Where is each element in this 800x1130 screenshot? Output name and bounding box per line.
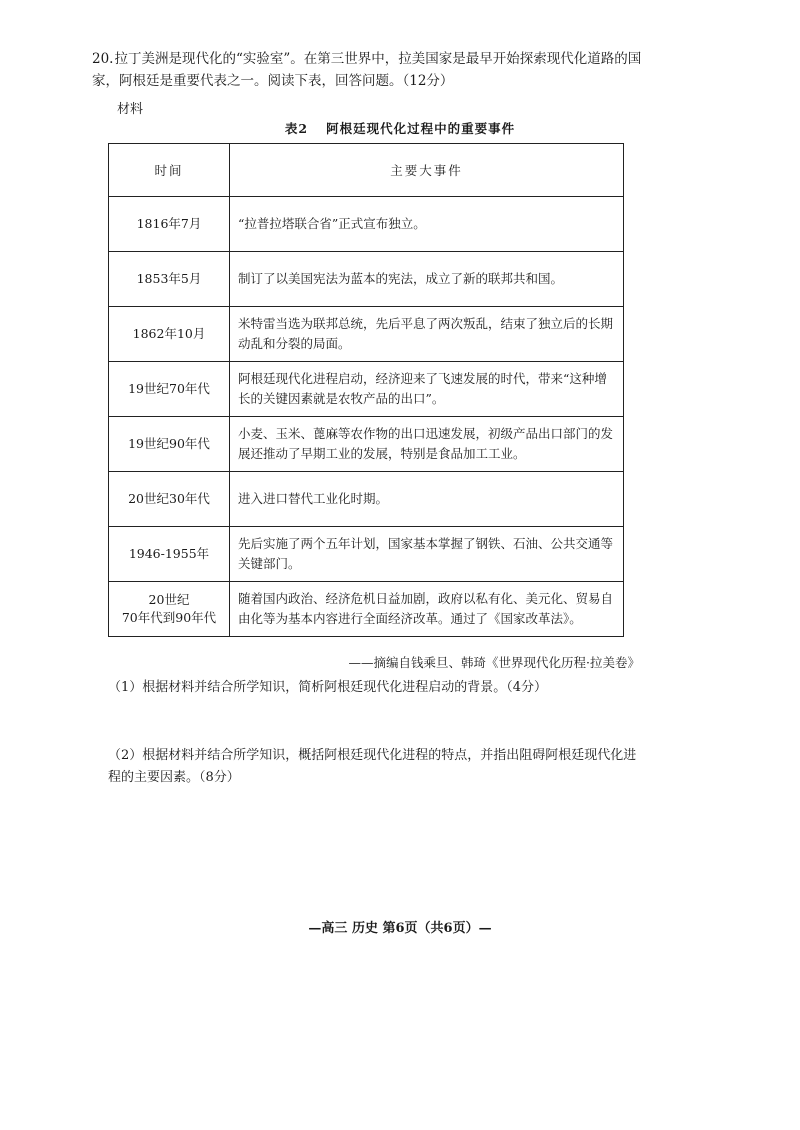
table-row — [109, 362, 624, 417]
question-intro-text: 拉丁美洲是现代化的“实验室”。在第三世界中，拉美国家是最早开始探索现代化道路的国家，阿根廷是重要代表之一。阅读下表，回答问题。（12分） — [92, 51, 642, 89]
row-event: 先后实施了两个五年计划，国家基本掌握了钢铁、石油、公共交通等关键部门。 — [230, 527, 624, 582]
row-time-line1: 20世纪 — [148, 592, 190, 607]
row-time: 1862年10月 — [109, 307, 230, 362]
header-event: 主要大事件 — [230, 144, 624, 197]
table-row — [109, 252, 624, 307]
row-event: 随着国内政治、经济危机日益加剧，政府以私有化、美元化、贸易自由化等为基本内容进行全面经济改革。通过了《国家改革法》。 — [230, 582, 624, 637]
subquestion-2 — [108, 745, 648, 789]
row-time-line2: 70年代到90年代 — [121, 610, 217, 625]
row-time: 19世纪90年代 — [109, 417, 230, 472]
table-row — [109, 527, 624, 582]
subquestion-text: 根据材料并结合所学知识，概括阿根廷现代化进程的特点，并指出阻碍阿根廷现代化进程的主要因素。（8分） — [108, 748, 637, 785]
table-row — [109, 582, 624, 637]
row-event: 阿根廷现代化进程启动，经济迎来了飞速发展的时代，带来“这种增长的关键因素就是农牧产品的出口”。 — [230, 362, 624, 417]
table-row — [109, 472, 624, 527]
header-time: 时间 — [109, 144, 230, 197]
row-time — [109, 582, 230, 637]
table-row — [109, 417, 624, 472]
subquestion-label: （1） — [108, 680, 143, 695]
table-row — [109, 307, 624, 362]
events-table — [108, 143, 624, 637]
table-caption-label: 表2 — [284, 121, 309, 136]
row-time: 1853年5月 — [109, 252, 230, 307]
row-event: 小麦、玉米、蓖麻等农作物的出口迅速发展，初级产品出口部门的发展还推动了早期工业的发展，特别是食品加工工业。 — [230, 417, 624, 472]
row-time: 1946-1955年 — [109, 527, 230, 582]
source-citation: ——摘编自钱乘旦、韩琦《世界现代化历程·拉美卷》 — [348, 655, 640, 670]
row-event: 米特雷当选为联邦总统，先后平息了两次叛乱，结束了独立后的长期动乱和分裂的局面。 — [230, 307, 624, 362]
row-event: 进入进口替代工业化时期。 — [230, 472, 624, 527]
page-footer: —高三 历史 第6页（共6页）— — [308, 921, 492, 936]
table-caption-title: 阿根廷现代化过程中的重要事件 — [326, 121, 516, 136]
question-intro — [92, 48, 648, 92]
table-row — [109, 197, 624, 252]
row-time: 20世纪30年代 — [109, 472, 230, 527]
question-number: 20. — [92, 51, 114, 67]
table-header-row — [109, 144, 624, 197]
material-label: 材料 — [117, 102, 144, 117]
subquestion-1 — [108, 677, 648, 699]
row-time: 1816年7月 — [109, 197, 230, 252]
row-event: 制订了以美国宪法为蓝本的宪法，成立了新的联邦共和国。 — [230, 252, 624, 307]
table-caption — [0, 119, 800, 137]
row-event: “拉普拉塔联合省”正式宣布独立。 — [230, 197, 624, 252]
row-time: 19世纪70年代 — [109, 362, 230, 417]
subquestion-label: （2） — [108, 748, 143, 763]
subquestion-text: 根据材料并结合所学知识，简析阿根廷现代化进程启动的背景。（4分） — [142, 680, 548, 695]
